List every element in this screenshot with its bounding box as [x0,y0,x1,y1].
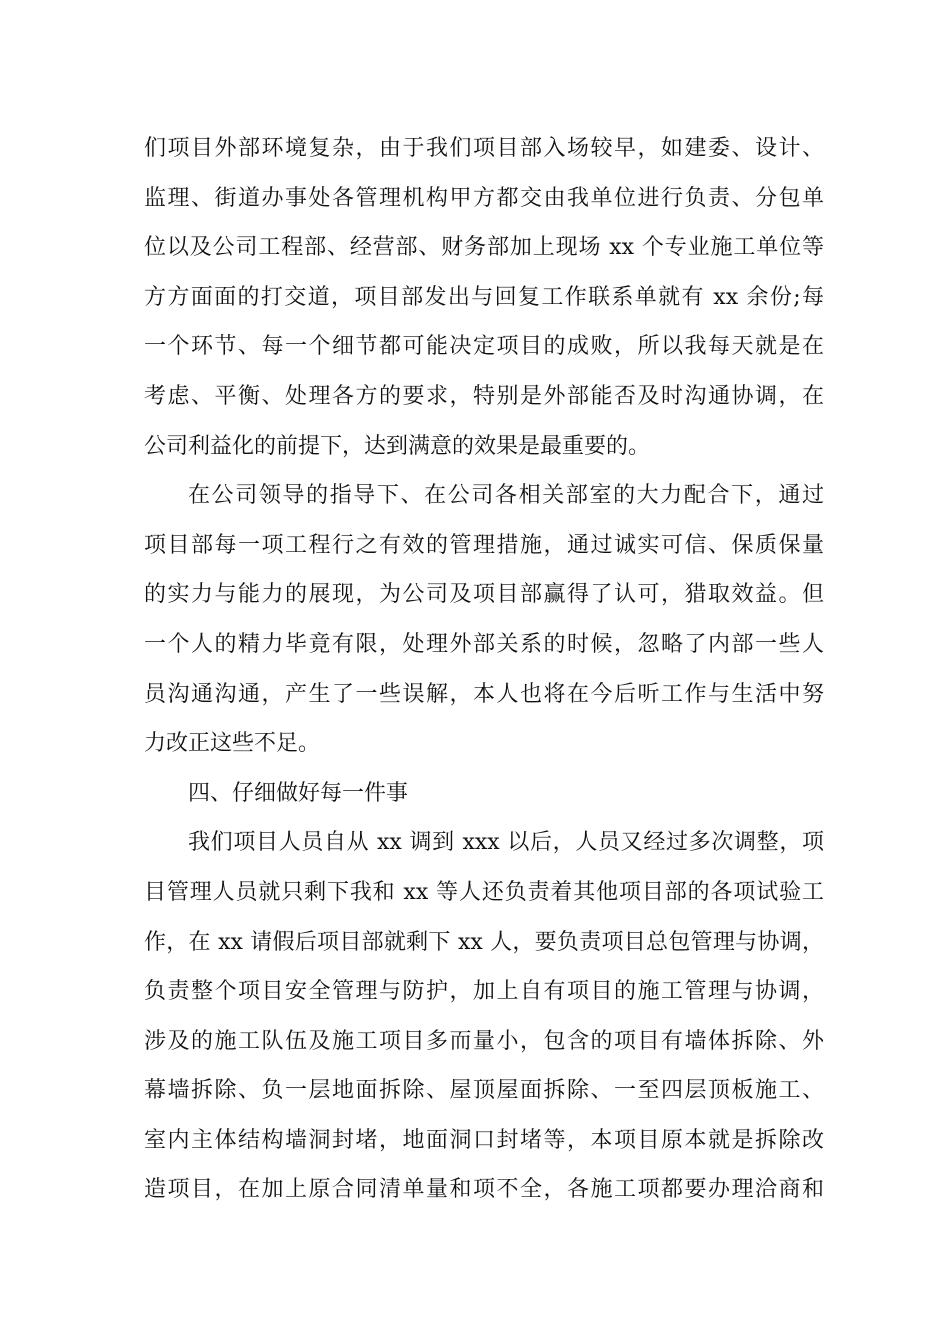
paragraph-line: 作，在 xx 请假后项目部就剩下 xx 人，要负责项目总包管理与协调， [144,929,824,955]
paragraph-line: 位以及公司工程部、经营部、财务部加上现场 xx 个专业施工单位等 [144,235,824,261]
section-heading: 四、仔细做好每一件事 [188,780,409,806]
paragraph-line: 我们项目人员自从 xx 调到 xxx 以后，人员又经过多次调整，项 [188,830,824,856]
paragraph-line: 室内主体结构墙洞封堵，地面洞口封堵等，本项目原本就是拆除改 [144,1127,824,1153]
paragraph-line: 幕墙拆除、负一层地面拆除、屋顶屋面拆除、一至四层顶板施工、 [144,1078,824,1104]
paragraph-line: 监理、街道办事处各管理机构甲方都交由我单位进行负责、分包单 [144,185,824,211]
paragraph-line: 员沟通沟通，产生了一些误解，本人也将在今后听工作与生活中努 [144,681,824,707]
paragraph-line: 方方面面的打交道，项目部发出与回复工作联系单就有 xx 余份;每 [144,284,824,310]
paragraph-line: 造项目，在加上原合同清单量和项不全，各施工项都要办理洽商和 [144,1177,824,1203]
paragraph-line: 在公司领导的指导下、在公司各相关部室的大力配合下，通过 [188,483,824,509]
paragraph-line: 项目部每一项工程行之有效的管理措施，通过诚实可信、保质保量 [144,532,824,558]
paragraph-line: 目管理人员就只剩下我和 xx 等人还负责着其他项目部的各项试验工 [144,879,824,905]
paragraph-line: 的实力与能力的展现，为公司及项目部赢得了认可，猎取效益。但 [144,582,824,608]
paragraph-line: 一个环节、每一个细节都可能决定项目的成败，所以我每天就是在 [144,334,824,360]
paragraph-line: 涉及的施工队伍及施工项目多而量小，包含的项目有墙体拆除、外 [144,1028,824,1054]
paragraph-line: 公司利益化的前提下，达到满意的效果是最重要的。 [144,433,651,459]
paragraph-line: 负责整个项目安全管理与防护，加上自有项目的施工管理与协调， [144,979,824,1005]
paragraph-line: 们项目外部环境复杂，由于我们项目部入场较早，如建委、设计、 [144,136,824,161]
paragraph-line: 力改正这些不足。 [144,731,321,757]
paragraph-line: 考虑、平衡、处理各方的要求，特别是外部能否及时沟通协调，在 [144,383,824,409]
document-body [144,124,824,1215]
paragraph-line: 一个人的精力毕竟有限，处理外部关系的时候，忽略了内部一些人 [144,631,824,657]
